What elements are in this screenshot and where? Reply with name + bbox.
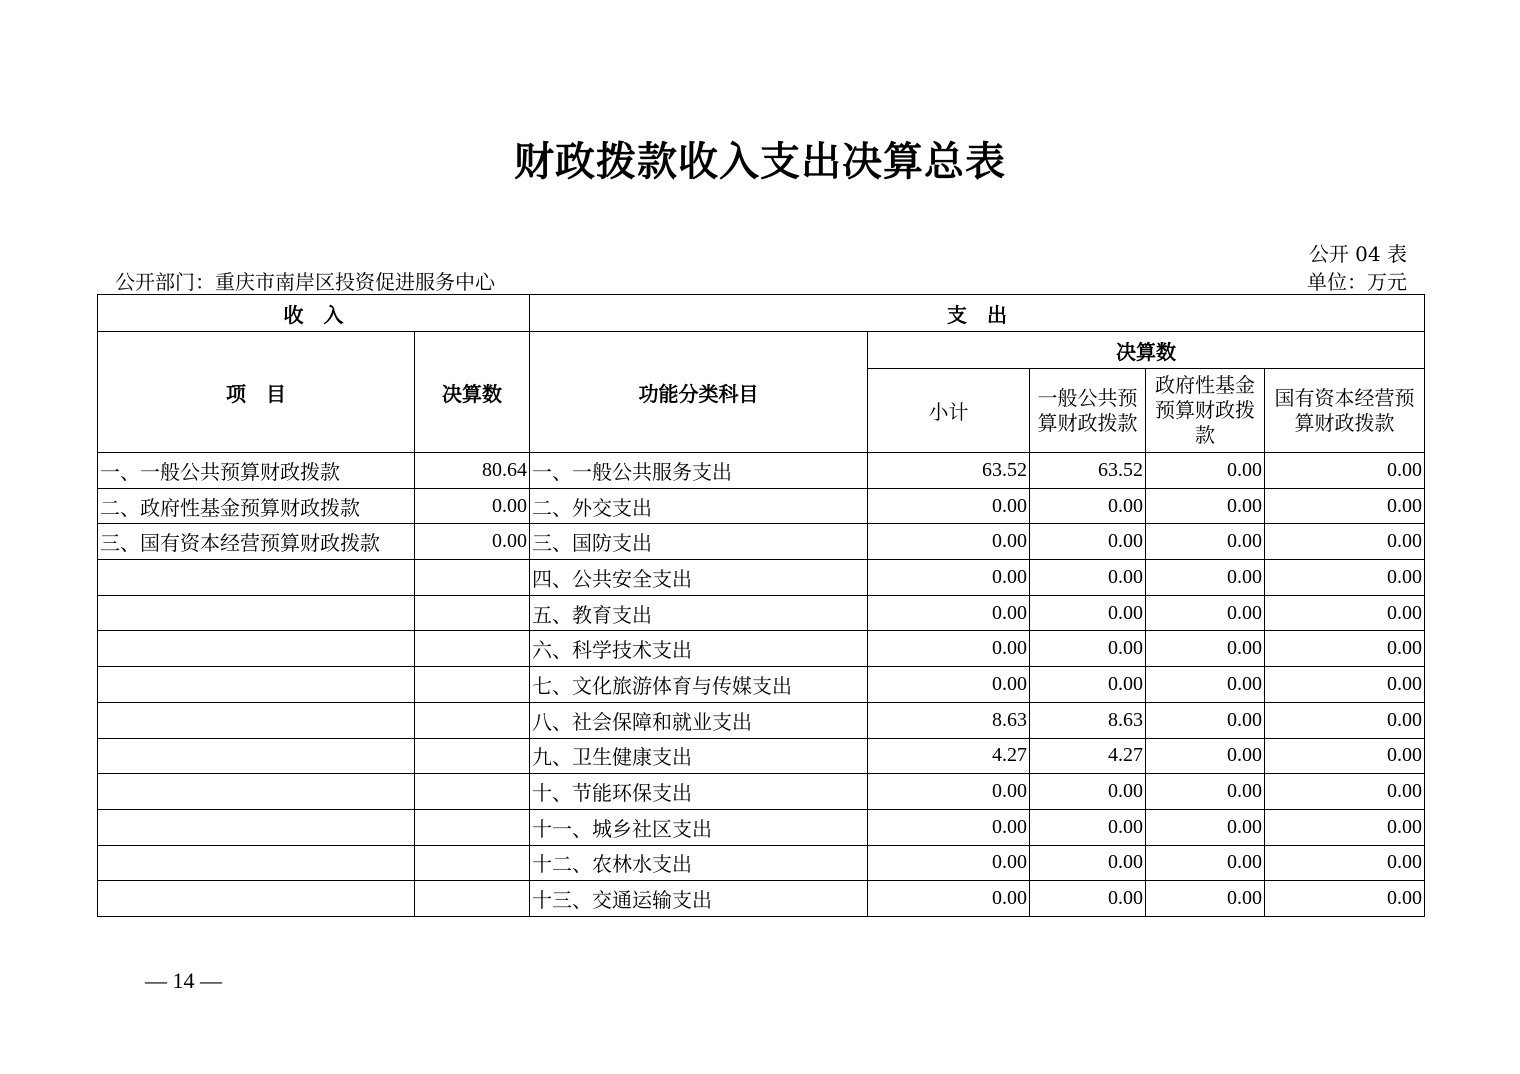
income-amount-cell — [415, 667, 530, 703]
general-cell: 0.00 — [1030, 631, 1146, 667]
general-cell: 0.00 — [1030, 524, 1146, 560]
income-amount-cell: 0.00 — [415, 524, 530, 560]
table-row — [98, 667, 1425, 703]
table-row — [98, 488, 1425, 524]
table-row — [98, 881, 1425, 917]
fund-cell: 0.00 — [1146, 774, 1265, 810]
budget-table — [97, 294, 1425, 917]
income-item-cell — [98, 631, 415, 667]
table-row — [98, 809, 1425, 845]
table-row — [98, 631, 1425, 667]
category-cell: 七、文化旅游体育与传媒支出 — [530, 667, 868, 703]
subtotal-cell: 63.52 — [868, 453, 1030, 489]
subtotal-cell: 0.00 — [868, 881, 1030, 917]
category-cell: 四、公共安全支出 — [530, 560, 868, 596]
subtotal-cell: 0.00 — [868, 631, 1030, 667]
income-item-cell — [98, 845, 415, 881]
expense-header: 支 出 — [530, 295, 1425, 332]
fund-cell: 0.00 — [1146, 845, 1265, 881]
income-amount-cell: 80.64 — [415, 453, 530, 489]
income-item-cell: 三、国有资本经营预算财政拨款 — [98, 524, 415, 560]
subtotal-cell: 0.00 — [868, 667, 1030, 703]
general-cell: 63.52 — [1030, 453, 1146, 489]
general-cell: 0.00 — [1030, 845, 1146, 881]
category-cell: 八、社会保障和就业支出 — [530, 702, 868, 738]
page-number: — 14 — — [145, 968, 222, 993]
income-amount-cell — [415, 560, 530, 596]
income-amount-cell — [415, 881, 530, 917]
category-cell: 十一、城乡社区支出 — [530, 809, 868, 845]
table-row — [98, 524, 1425, 560]
income-item-cell — [98, 667, 415, 703]
income-item-cell: 一、一般公共预算财政拨款 — [98, 453, 415, 489]
category-cell: 十二、农林水支出 — [530, 845, 868, 881]
general-cell: 0.00 — [1030, 595, 1146, 631]
income-amount-cell — [415, 595, 530, 631]
capital-cell: 0.00 — [1265, 738, 1425, 774]
capital-cell: 0.00 — [1265, 595, 1425, 631]
subtotal-cell: 0.00 — [868, 809, 1030, 845]
capital-cell: 0.00 — [1265, 631, 1425, 667]
table-body — [98, 453, 1425, 917]
subtotal-cell: 0.00 — [868, 524, 1030, 560]
capital-cell: 0.00 — [1265, 453, 1425, 489]
general-public-header: 一般公共预算财政拨款 — [1030, 369, 1146, 453]
final-amount-header: 决算数 — [415, 332, 530, 453]
fund-cell: 0.00 — [1146, 881, 1265, 917]
subtotal-cell: 0.00 — [868, 595, 1030, 631]
subtotal-cell: 8.63 — [868, 702, 1030, 738]
income-amount-cell — [415, 702, 530, 738]
general-cell: 0.00 — [1030, 809, 1146, 845]
income-item-cell — [98, 738, 415, 774]
general-cell: 4.27 — [1030, 738, 1146, 774]
capital-cell: 0.00 — [1265, 524, 1425, 560]
income-amount-cell — [415, 738, 530, 774]
table-row — [98, 845, 1425, 881]
fund-cell: 0.00 — [1146, 631, 1265, 667]
income-item-cell — [98, 595, 415, 631]
general-cell: 0.00 — [1030, 488, 1146, 524]
income-item-cell — [98, 881, 415, 917]
fund-cell: 0.00 — [1146, 595, 1265, 631]
general-cell: 0.00 — [1030, 774, 1146, 810]
unit-label: 单位：万元 — [1307, 270, 1407, 294]
fund-cell: 0.00 — [1146, 560, 1265, 596]
func-category-header: 功能分类科目 — [530, 332, 868, 453]
capital-cell: 0.00 — [1265, 702, 1425, 738]
fund-cell: 0.00 — [1146, 524, 1265, 560]
income-amount-cell — [415, 809, 530, 845]
capital-cell: 0.00 — [1265, 560, 1425, 596]
category-cell: 十三、交通运输支出 — [530, 881, 868, 917]
income-amount-cell — [415, 631, 530, 667]
general-cell: 0.00 — [1030, 881, 1146, 917]
income-amount-cell — [415, 774, 530, 810]
capital-cell: 0.00 — [1265, 809, 1425, 845]
fund-cell: 0.00 — [1146, 667, 1265, 703]
fund-cell: 0.00 — [1146, 738, 1265, 774]
income-item-cell — [98, 702, 415, 738]
general-cell: 8.63 — [1030, 702, 1146, 738]
category-cell: 六、科学技术支出 — [530, 631, 868, 667]
category-cell: 十、节能环保支出 — [530, 774, 868, 810]
income-item-cell — [98, 560, 415, 596]
category-cell: 九、卫生健康支出 — [530, 738, 868, 774]
table-row — [98, 560, 1425, 596]
gov-fund-header: 政府性基金预算财政拨款 — [1146, 369, 1265, 453]
general-cell: 0.00 — [1030, 667, 1146, 703]
subtotal-cell: 4.27 — [868, 738, 1030, 774]
category-cell: 二、外交支出 — [530, 488, 868, 524]
table-row — [98, 453, 1425, 489]
state-capital-header: 国有资本经营预算财政拨款 — [1265, 369, 1425, 453]
income-item-cell — [98, 809, 415, 845]
fund-cell: 0.00 — [1146, 809, 1265, 845]
item-header: 项 目 — [98, 332, 415, 453]
category-cell: 三、国防支出 — [530, 524, 868, 560]
subtotal-cell: 0.00 — [868, 560, 1030, 596]
table-row — [98, 595, 1425, 631]
capital-cell: 0.00 — [1265, 845, 1425, 881]
table-row — [98, 774, 1425, 810]
table-row — [98, 738, 1425, 774]
subtotal-cell: 0.00 — [868, 488, 1030, 524]
category-cell: 五、教育支出 — [530, 595, 868, 631]
form-number: 公开 04 表 — [1308, 242, 1407, 266]
income-item-cell — [98, 774, 415, 810]
category-cell: 一、一般公共服务支出 — [530, 453, 868, 489]
capital-cell: 0.00 — [1265, 488, 1425, 524]
subtotal-cell: 0.00 — [868, 774, 1030, 810]
general-cell: 0.00 — [1030, 560, 1146, 596]
income-header: 收 入 — [98, 295, 530, 332]
subtotal-header: 小计 — [868, 369, 1030, 453]
income-item-cell: 二、政府性基金预算财政拨款 — [98, 488, 415, 524]
income-amount-cell: 0.00 — [415, 488, 530, 524]
page-title: 财政拨款收入支出决算总表 — [514, 138, 1006, 185]
capital-cell: 0.00 — [1265, 667, 1425, 703]
income-amount-cell — [415, 845, 530, 881]
table-row — [98, 702, 1425, 738]
fund-cell: 0.00 — [1146, 702, 1265, 738]
capital-cell: 0.00 — [1265, 881, 1425, 917]
fund-cell: 0.00 — [1146, 488, 1265, 524]
capital-cell: 0.00 — [1265, 774, 1425, 810]
subtotal-cell: 0.00 — [868, 845, 1030, 881]
fund-cell: 0.00 — [1146, 453, 1265, 489]
final-amount-group-header: 决算数 — [868, 332, 1425, 369]
department-label: 公开部门：重庆市南岸区投资促进服务中心 — [115, 270, 495, 294]
